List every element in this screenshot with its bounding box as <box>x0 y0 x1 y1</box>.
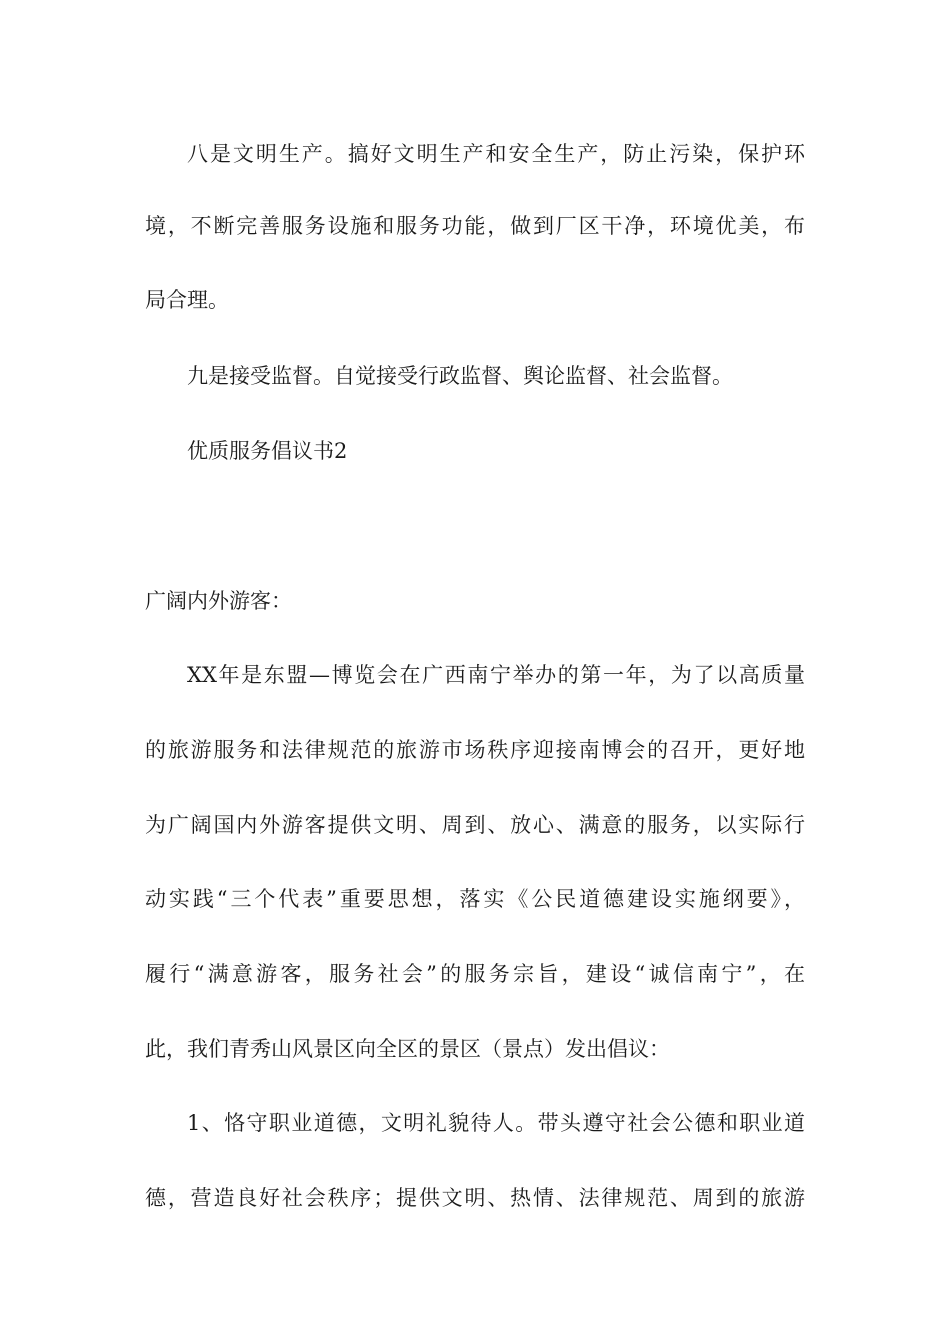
intro-line-4: 动实践“三个代表”重要思想，落实《公民道德建设实施纲要》， <box>145 887 805 911</box>
paragraph-8-line-1: 八是文明生产。搞好文明生产和安全生产，防止污染，保护环 <box>187 142 805 166</box>
paragraph-9: 九是接受监督。自觉接受行政监督、舆论监督、社会监督。 <box>187 364 733 388</box>
paragraph-8-line-3: 局合理。 <box>145 288 229 312</box>
intro-line-6: 此，我们青秀山风景区向全区的景区（景点）发出倡议： <box>145 1037 670 1061</box>
intro-line-5: 履行“满意游客，服务社会”的服务宗旨，建设“诚信南宁”，在 <box>145 962 805 986</box>
intro-line-2: 的旅游服务和法律规范的旅游市场秩序迎接南博会的召开，更好地 <box>145 738 805 762</box>
salutation: 广阔内外游客： <box>145 589 292 613</box>
item-1-line-1: 1、恪守职业道德，文明礼貌待人。带头遵守社会公德和职业道 <box>187 1111 805 1135</box>
paragraph-8-line-2: 境，不断完善服务设施和服务功能，做到厂区干净，环境优美，布 <box>145 214 805 238</box>
intro-line-3: 为广阔国内外游客提供文明、周到、放心、满意的服务，以实际行 <box>145 813 805 837</box>
item-1-line-2: 德，营造良好社会秩序；提供文明、热情、法律规范、周到的旅游 <box>145 1186 805 1210</box>
section-heading: 优质服务倡议书2 <box>187 439 348 463</box>
intro-line-1: XX年是东盟—博览会在广西南宁举办的第一年，为了以高质量 <box>187 663 805 687</box>
